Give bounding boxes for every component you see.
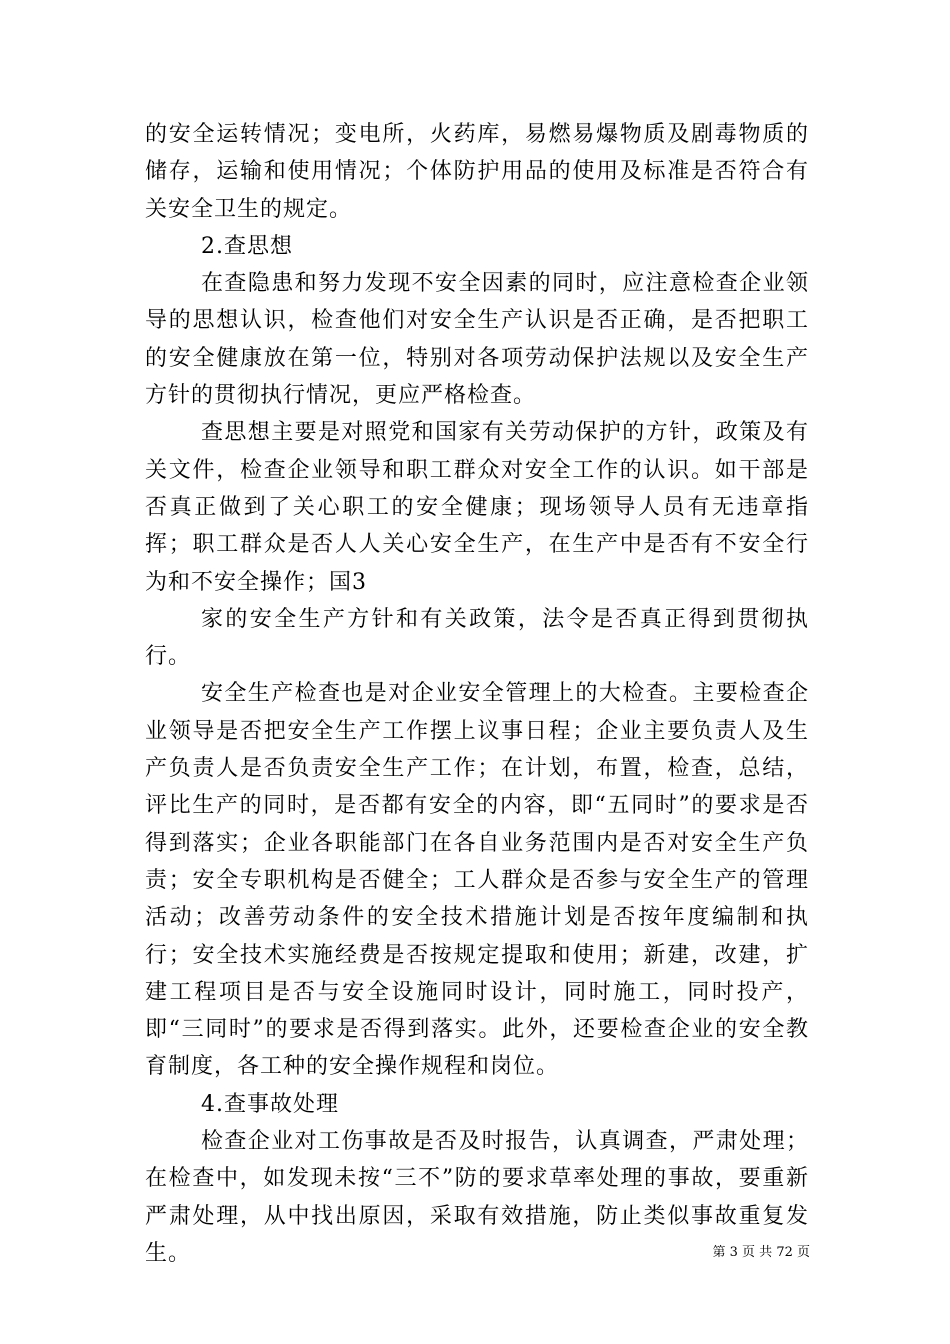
paragraph-check-thinking-detail: 查思想主要是对照党和国家有关劳动保护的方针，政策及有关文件，检查企业领导和职工群众对安全工作的认识。如干部是否真正做到了关心职工的安全健康；现场领导人员有无违章指挥；职工群众是否人人关心安全生产，在生产中是否有不安全行为和不安全操作；国3 [145,420,809,595]
heading-check-accident-handling: 4.查事故处理 [201,1091,339,1117]
page-number-footer: 第 3 页 共 72 页 [712,1245,810,1260]
paragraph-national-policy: 家的安全生产方针和有关政策，法令是否真正得到贯彻执行。 [145,606,809,670]
heading-check-thinking: 2.查思想 [201,233,293,259]
paragraph-leader-thinking: 在查隐患和努力发现不安全因素的同时，应注意检查企业领导的思想认识，检查他们对安全生产认识是否正确，是否把职工的安全健康放在第一位，特别对各项劳动保护法规以及安全生产方针的贯彻执行情况，更应严格检查。 [145,271,809,409]
paragraph-safety-operation: 的安全运转情况；变电所，火药库，易燃易爆物质及剧毒物质的储存，运输和使用情况；个体防护用品的使用及标准是否符合有关安全卫生的规定。 [145,122,809,222]
document-body [145,116,809,1272]
paragraph-accident-handling: 检查企业对工伤事故是否及时报告，认真调查，严肃处理；在检查中，如发现未按“三不”防的要求草率处理的事故，要重新严肃处理，从中找出原因，采取有效措施，防止类似事故重复发生。 [145,1129,809,1266]
paragraph-safety-management-check: 安全生产检查也是对企业安全管理上的大检查。主要检查企业领导是否把安全生产工作摆上议事日程；企业主要负责人及生产负责人是否负责安全生产工作；在计划，布置，检查，总结，评比生产的同时，是否都有安全的内容，即“五同时”的要求是否得到落实；企业各职能部门在各自业务范围内是否对安全生产负责；安全专职机构是否健全；工人群众是否参与安全生产的管理活动；改善劳动条件的安全技术措施计划是否按年度编制和执行；安全技术实施经费是否按规定提取和使用；新建，改建，扩建工程项目是否与安全设施同时设计，同时施工，同时投产，即“三同时”的要求是否得到落实。此外，还要检查企业的安全教育制度，各工种的安全操作规程和岗位。 [145,681,809,1080]
